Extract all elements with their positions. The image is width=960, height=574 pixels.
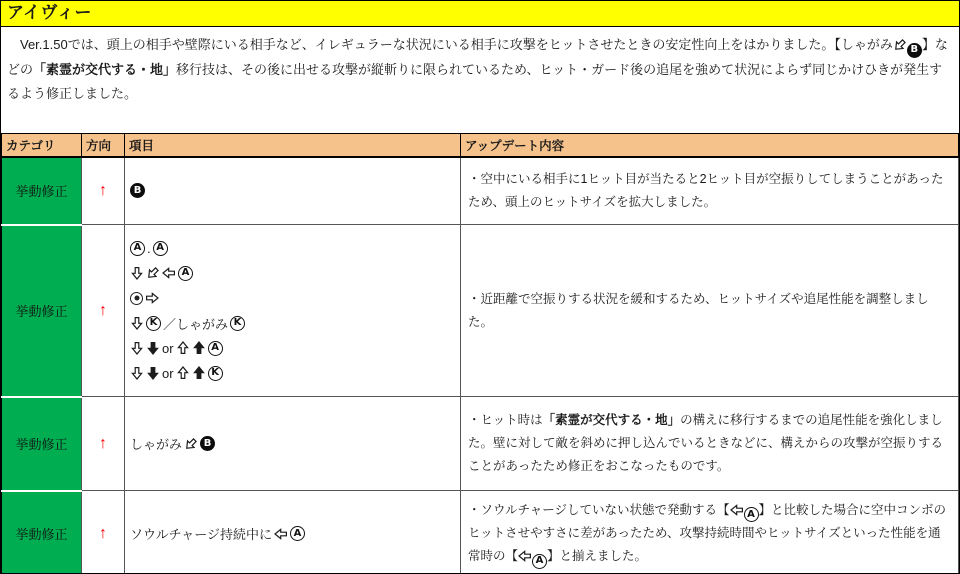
button-B-hold-icon: B [907,43,922,58]
move-notation-line [130,286,456,311]
button-A-icon: A [744,507,759,522]
move-item-cell [125,397,461,491]
category-cell: 挙動修正 [2,157,82,225]
move-notation-line [130,521,456,546]
text-run: or [162,365,174,381]
button-K-icon: K [208,366,223,381]
arrow-left-hollow-icon [162,266,176,280]
text-run: Ver.1.50では、頭上の相手や壁際にいる相手など、イレギュラーな状況にいる相手に攻撃をヒットさせたときの安定性向上をはかりました。【しゃがみ [7,37,893,52]
text-run: 】 [921,37,935,52]
button-B-hold-icon: B [130,183,145,198]
update-content-cell [461,225,959,397]
move-notation-line [130,236,456,261]
bullseye-icon [130,292,143,305]
arrow-up-solid-icon [192,341,206,355]
arrow-up-hollow-icon [176,366,190,380]
text-run: . [147,240,151,256]
arrow-down-hollow-icon [130,266,144,280]
button-K-icon: K [146,316,161,331]
arrow-sw-hollow-icon [184,437,198,451]
arrow-left-hollow-icon [274,527,288,541]
text-run: ・ソウルチャージしていない状態で発動する【 [468,502,730,517]
text-run: or [162,340,174,356]
update-content-cell [461,397,959,491]
move-item-cell [125,491,461,574]
button-A-icon: A [130,241,145,256]
move-item-cell [125,157,461,225]
text-run: 移行技は、その後に出せる攻撃が縦斬りに限られているため、ヒット・ガード後の追尾を強めて状況によらず同じかけひきが発生するよう修正しました。 [7,61,943,101]
table-row [2,225,959,397]
arrow-down-solid-icon [146,341,160,355]
character-title: アイヴィー [1,1,959,27]
text-run: ／しゃがみ [163,316,229,332]
table-row [2,491,959,574]
text-run: の構えに移行するまでの追尾性能を強化しました。壁に対して敵を斜めに押し込んでいるときなどに、構えからの攻撃が空振りすることがあったため修正をおこなったものです。 [468,413,944,473]
update-table [1,133,959,574]
move-notation-line [130,261,456,286]
bold-text-run: 「素霊が交代する・地」 [542,413,681,427]
intro-paragraph [1,27,959,106]
update-content-cell [461,157,959,225]
text-run: ・ヒット時は [468,413,543,427]
update-table-body [2,157,959,574]
button-A-icon: A [208,341,223,356]
move-notation-line [130,431,456,456]
table-header-row [2,133,959,157]
button-K-icon: K [230,316,245,331]
text-run: ・空中にいる相手に1ヒット目が当たると2ヒット目が空振りしてしまうことがあったため、頭上のヒットサイズを拡大しました。 [468,171,944,209]
bold-text-run: 「素霊が交代する・地」 [33,61,177,77]
arrow-sw-hollow-icon [146,266,160,280]
text-run: しゃがみ [130,437,183,452]
category-cell: 挙動修正 [2,397,82,491]
category-cell: 挙動修正 [2,491,82,574]
arrow-down-hollow-icon [130,366,144,380]
move-notation-line [130,311,456,336]
update-content-cell [461,491,959,574]
arrow-left-hollow-icon [730,503,744,517]
direction-up-arrow: ↑ [82,225,125,397]
category-cell: 挙動修正 [2,225,82,397]
arrow-up-solid-icon [192,366,206,380]
button-A-icon: A [153,241,168,256]
button-B-hold-icon: B [200,436,215,451]
arrow-down-hollow-icon [130,341,144,355]
move-item-cell [125,225,461,397]
text-run: ・近距離で空振りする状況を緩和するため、ヒットサイズや追尾性能を調整しました。 [468,291,929,329]
header-direction: 方向 [82,133,125,157]
header-content: アップデート内容 [461,133,959,157]
text-run: 】と比較した場合に空中コンボのヒットさせやすさに差があったため、攻撃持続時間やヒットサイズといった性能を通常時の【 [468,502,947,563]
table-row [2,397,959,491]
arrow-down-hollow-icon [130,316,144,330]
button-A-icon: A [532,554,547,569]
move-notation-line [130,336,456,361]
arrow-right-hollow-icon [145,291,159,305]
text-run: 】と揃えました。 [547,549,648,563]
button-A-icon: A [290,526,305,541]
arrow-sw-hollow-icon [893,38,907,52]
arrow-up-hollow-icon [176,341,190,355]
header-item: 項目 [125,133,461,157]
move-notation-line [130,178,456,203]
move-notation-line [130,361,456,386]
direction-up-arrow: ↑ [82,491,125,574]
direction-up-arrow: ↑ [82,397,125,491]
button-A-icon: A [178,266,193,281]
text-run: ソウルチャージ持続中に [130,527,272,542]
table-row [2,157,959,225]
direction-up-arrow: ↑ [82,157,125,225]
arrow-left-hollow-icon [518,549,532,563]
text-run: などの [7,37,948,77]
arrow-down-solid-icon [146,366,160,380]
header-category: カテゴリ [2,133,82,157]
